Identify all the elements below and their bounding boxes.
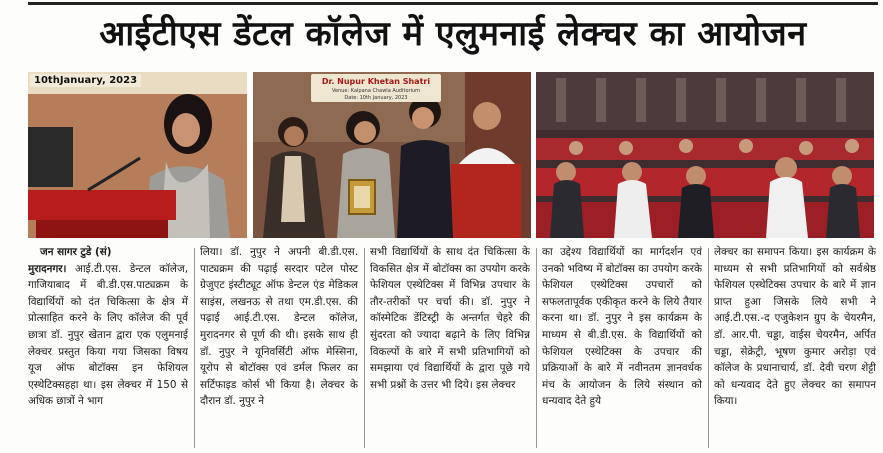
top-rule — [28, 2, 878, 5]
column-2-body: लिया। डॉ. नुपुर ने अपनी बी.डी.एस. पाट्यक्रम की पढ़ाई सरदार पटेल पोस्ट ग्रेजुएट इंस्टीट्यूट ऑफ डेन्टल एंड मेडिकल साइंस, लखनऊ से तथा एम.डी.एस. की पढ़ाई आई.टी.एस. डेन्टल कॉलेज, मुरादनगर से पूर्ण की थी। इसके साथ ही डॉ. नुपुर ने यूनिवर्सिटी ऑफ मेस्सिना, यूरोप से बोटॉक्स एवं डर्मल फिलर का सर्टिफाइड कोर्स भी किया है। लेक्चर के दौरान डॉ. नुपुर ने — [200, 246, 358, 408]
photo-award-presentation — [253, 72, 531, 238]
column-3-body: सभी विद्यार्थियों के साथ दंत चिकित्सा के विकसित क्षेत्र में बोटॉक्स का उपयोग करके फेशियल एस्थेटिक्स में विभिन्न उपचार के तौर-तरीकों पर चर्चा की। डॉ. नुपुर ने कॉस्मेटिक डेंटिस्ट्री के अन्तर्गत चेहरे की सुंदरता को ज्यादा बढ़ाने के लिए विभिन्न विकल्पों के बारे में सभी प्रतिभागियों को समझाया एवं विद्यार्थियों के द्वारा पूछे गये सभी प्रश्नों के उत्तर भी दिये। इस लेक्चर — [370, 246, 530, 391]
column-1-body: आई.टी.एस. डेन्टल कॉलेज, गाजियाबाद में बी.डी.एस.पाट्यक्रम के विद्यार्थियों को दंत चिकित्सा के क्षेत्र में प्रोत्साहित करने के लिए कॉलेज की पूर्व छात्रा डॉ. नुपुर खेतान द्वारा एक एलुमनाई लेक्चर प्रस्तुत किया गया जिसका विषय यूज ऑफ बोटॉक्स इन फेशियल एस्थेटिक्सहहा था। इस लेक्चर में 150 से अधिक छात्रों ने भाग — [28, 262, 188, 408]
photo-speaker-podium — [28, 72, 247, 238]
article-column-4 — [542, 244, 702, 450]
article-column-2 — [200, 244, 358, 450]
headline: आईटीएस डेंटल कॉलेज में एलुमनाई लेक्चर का आयोजन — [99, 14, 807, 54]
column-1-text — [28, 261, 188, 410]
article-body — [28, 244, 878, 450]
photo-date-caption: 10thJanuary, 2023 — [30, 74, 141, 87]
article-column-1 — [28, 244, 188, 450]
audience-illustration — [536, 72, 874, 238]
dateline: मुरादनगर। — [28, 262, 67, 275]
byline: जन सागर टुडे (सं) — [40, 246, 112, 258]
event-banner — [311, 74, 441, 102]
article-column-3 — [370, 244, 530, 450]
banner-date: Date: 10th January, 2023 — [344, 95, 408, 101]
speaker-podium-illustration — [28, 72, 247, 238]
article-column-5 — [714, 244, 876, 450]
column-4-body: का उद्देश्य विद्यार्थियों का मार्गदर्शन एवं उनको भविष्य में बोटॉक्स का उपयोग करके फेशियल एस्थेटिक्स उपचारों को सफलतापूर्वक एकीकृत करने के लिये तैयार करना था। डॉ. नुपुर ने इस कार्यक्रम के माध्यम से बी.डी.एस. के विद्यार्थियों को फेशियल एस्थेटिक्स के उपचार की प्रक्रियाओं के बारे में नवीनतम ज्ञानवर्धक मंच के आयोजन के लिये संस्थान को धन्यवाद देते हुये — [542, 246, 702, 408]
banner-speaker-name: Dr. Nupur Khetan Shatri — [321, 77, 431, 86]
photo-audience — [536, 72, 874, 238]
column-5-body: लेक्चर का समापन किया। इस कार्यक्रम के माध्यम से सभी प्रतिभागियों को सर्वश्रेष्ठ फेशियल एस्थेटिक्स उपचार के बारे में ज्ञान प्राप्त हुआ जिसके लिये सभी ने आई.टी.एस.-द एजुकेशन ग्रुप के चेयरमैन, डॉ. आर.पी. चड्डा, वाईस चेयरमैन, अर्पित चड्डा, सेक्रेट्री, भूषण कुमार अरोड़ा एवं कॉलेज के प्रधानाचार्य, डॉ. देवी चरण शेट्टी को धन्यवाद देते हुए लेक्चर का समापन किया। — [714, 246, 876, 408]
banner-venue: Venue: Kalpana Chawla Auditorium — [331, 88, 420, 94]
